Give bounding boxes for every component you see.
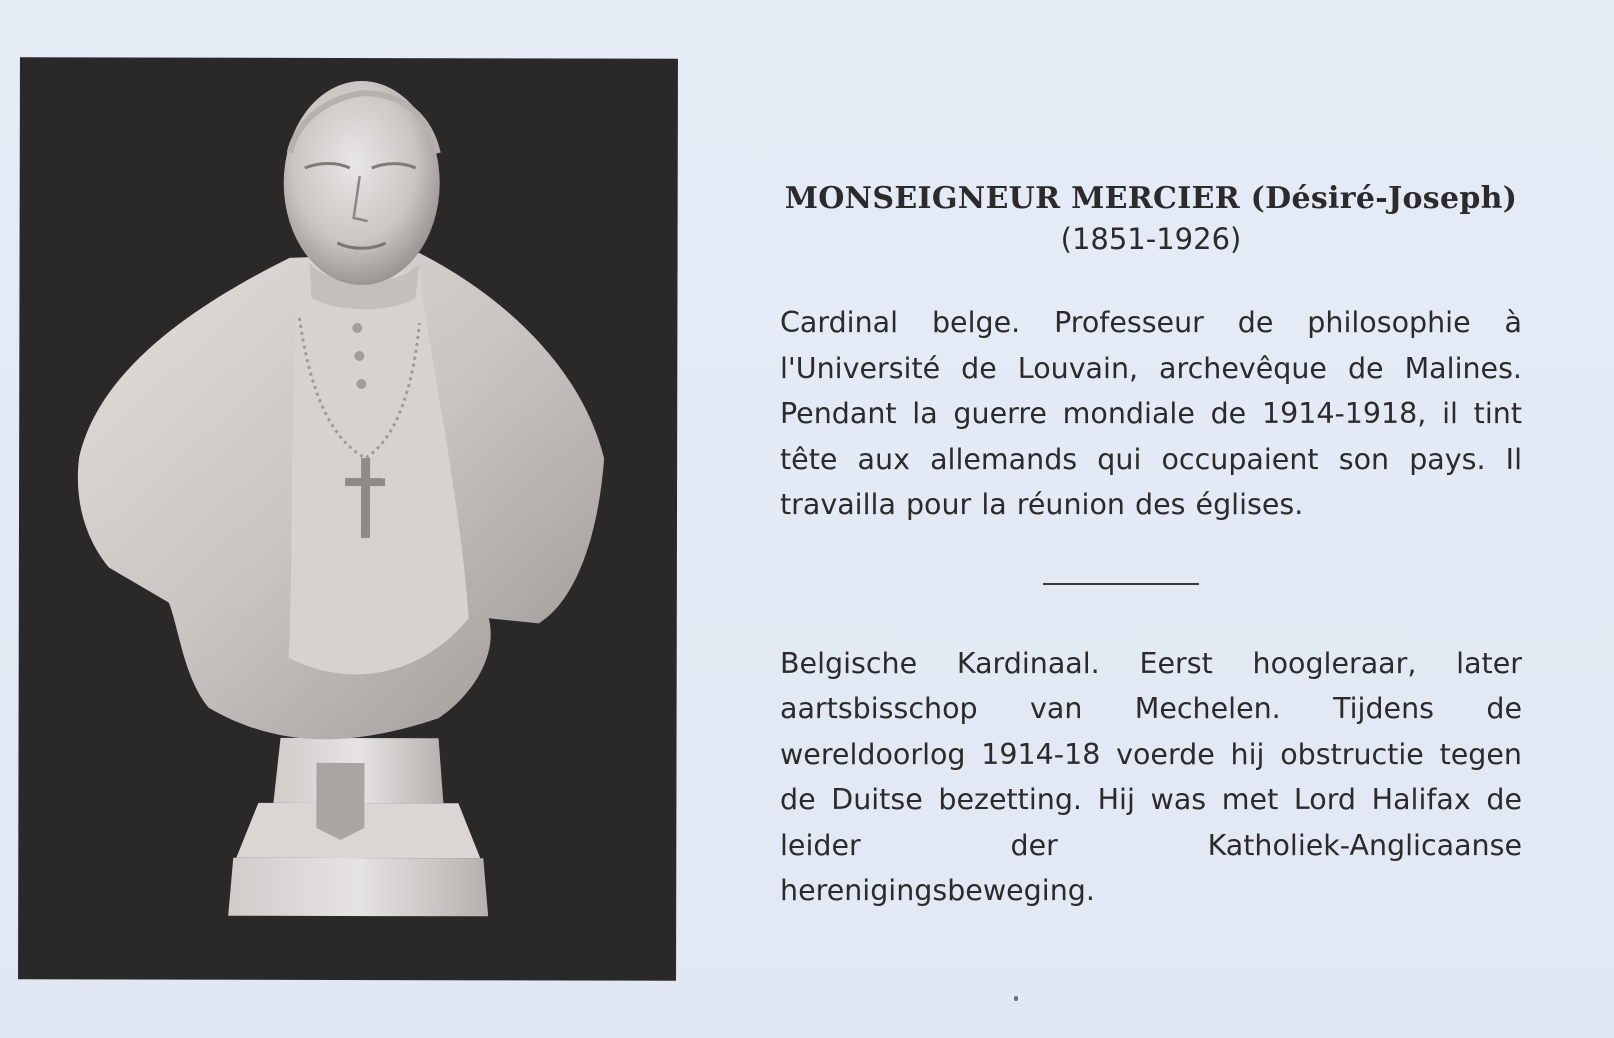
coat-of-arms: [316, 763, 364, 840]
text-column: [780, 180, 1522, 914]
pectoral-cross: [361, 458, 370, 538]
print-speck: [1014, 996, 1018, 1001]
dutch-description: Belgische Kardinaal. Eerst hoogleraar, later aartsbisschop van Mechelen. Tijdens de wereldoorlog 1914-18 voerde hij obstructie tegen de Duitse bezetting. Hij was met Lord Halifax de leider der Katholiek-Anglicaanse herenigingsbeweging.: [780, 646, 1522, 907]
french-description: Cardinal belge. Professeur de philosophie à l'Université de Louvain, archevêque de Malines. Pendant la guerre mondiale de 1914-1918, il tint tête aux allemands qui occupaient son pays. Il travailla pour la réunion des églises.: [780, 306, 1522, 521]
life-dates: (1851-1926): [1060, 222, 1242, 256]
bust-photograph: [18, 57, 678, 980]
pedestal-base: [228, 858, 488, 917]
bust-illustration: [18, 57, 678, 980]
section-divider: [1043, 583, 1199, 585]
card-title: MONSEIGNEUR MERCIER (Désiré-Joseph): [784, 181, 1518, 216]
